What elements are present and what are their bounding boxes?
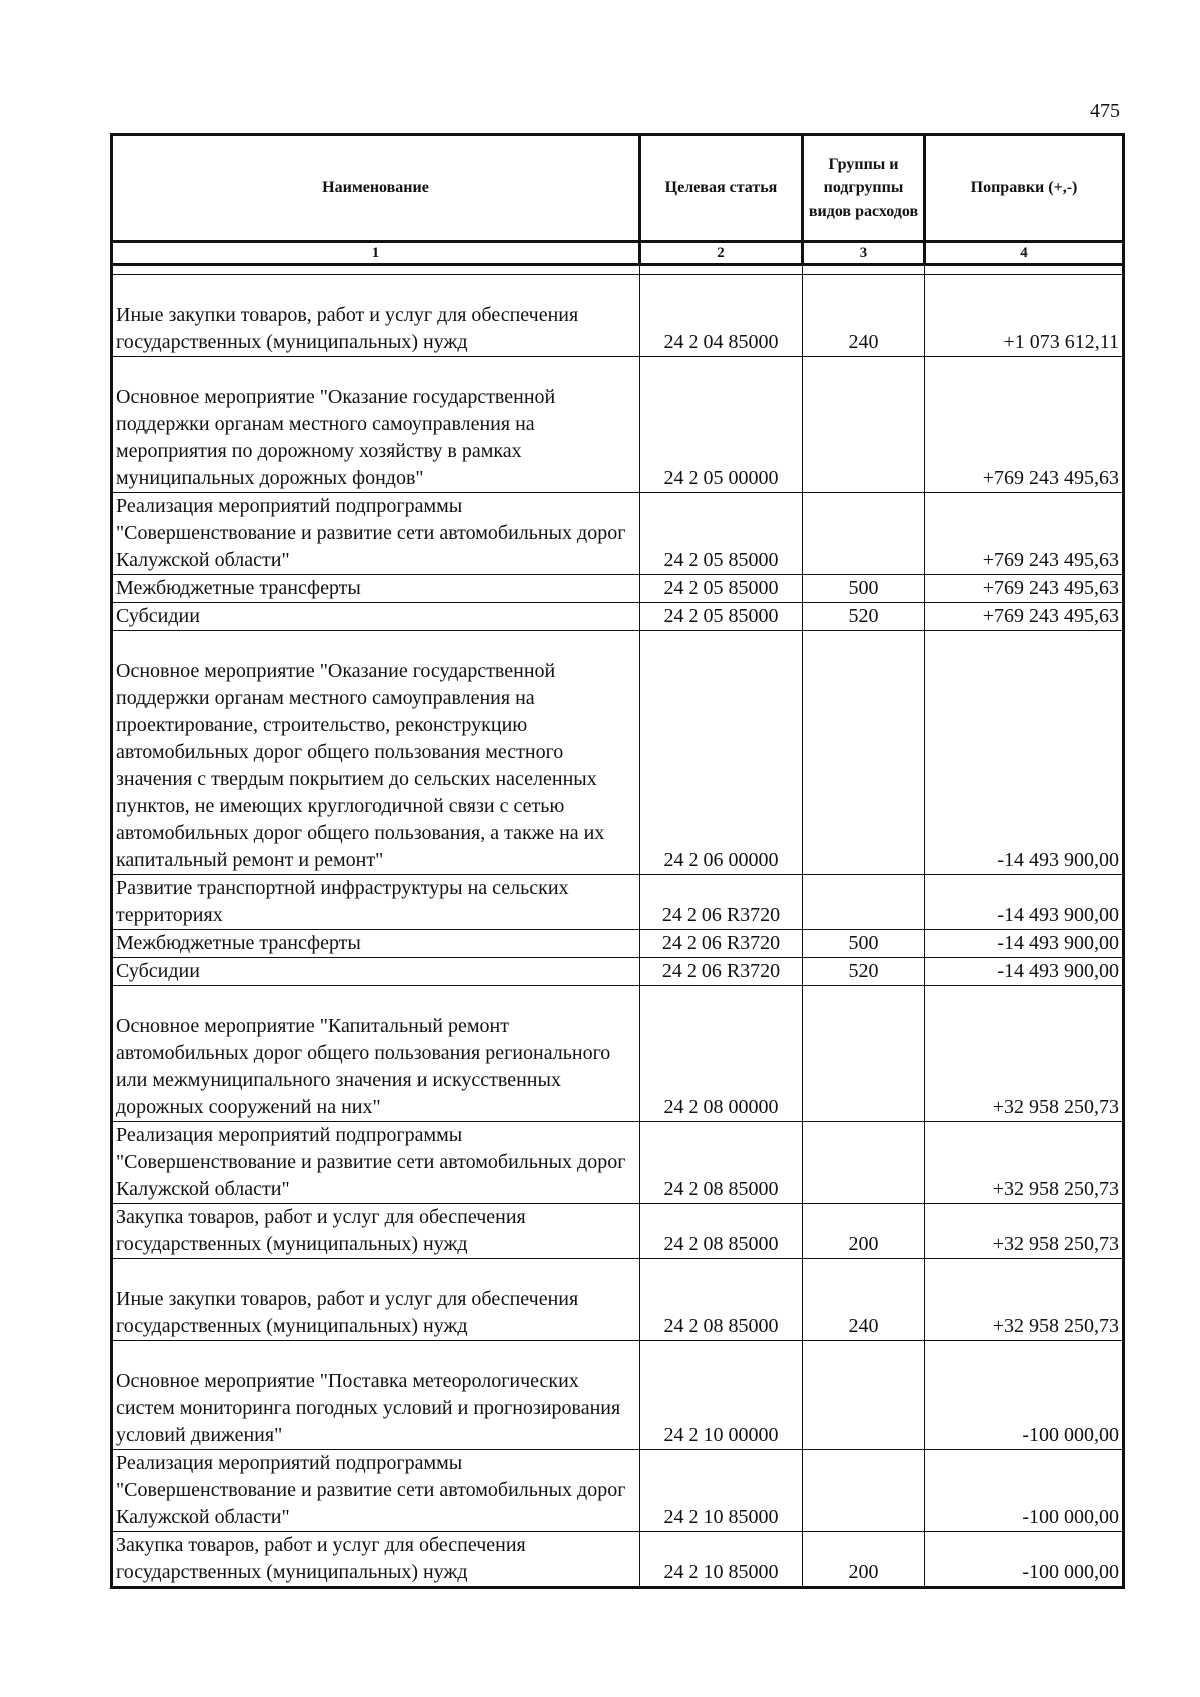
- row-expense-group: [803, 357, 925, 493]
- row-target-article: 24 2 08 85000: [640, 1122, 803, 1204]
- row-name: Основное мероприятие "Капитальный ремонт автомобильных дорог общего пользования регионального или межмуниципального значения и искусственных дорожных сооружений на них": [112, 986, 640, 1122]
- row-amendment-amount: +769 243 495,63: [925, 357, 1124, 493]
- row-amendment-amount: -100 000,00: [925, 1532, 1124, 1588]
- table-row: [112, 1341, 1124, 1450]
- row-target-article: 24 2 05 00000: [640, 357, 803, 493]
- row-name: Межбюджетные трансферты: [112, 575, 640, 603]
- row-amendment-amount: -100 000,00: [925, 1341, 1124, 1450]
- row-expense-group: [803, 493, 925, 575]
- row-amendment-amount: +32 958 250,73: [925, 1259, 1124, 1341]
- row-target-article: 24 2 05 85000: [640, 603, 803, 631]
- row-name: Субсидии: [112, 958, 640, 986]
- row-amendment-amount: +769 243 495,63: [925, 493, 1124, 575]
- table-row: [112, 1122, 1124, 1204]
- header-expense-groups: Группы и подгруппы видов расходов: [803, 135, 925, 242]
- row-amendment-amount: -100 000,00: [925, 1450, 1124, 1532]
- table-row: [112, 275, 1124, 357]
- row-amendment-amount: +769 243 495,63: [925, 575, 1124, 603]
- table-row: [112, 603, 1124, 631]
- row-target-article: 24 2 04 85000: [640, 275, 803, 357]
- row-name: Основное мероприятие "Оказание государственной поддержки органам местного самоуправления на проектирование, строительство, реконструкцию автомобильных дорог общего пользования местного значения с твердым покрытием до сельских населенных пунктов, не имеющих круглогодичной связи с сетью автомобильных дорог общего пользования, а также на их капитальный ремонт и ремонт": [112, 631, 640, 875]
- table-row: [112, 1204, 1124, 1259]
- row-target-article: 24 2 05 85000: [640, 493, 803, 575]
- table-row: [112, 357, 1124, 493]
- row-name: Развитие транспортной инфраструктуры на сельских территориях: [112, 875, 640, 930]
- table-row: [112, 958, 1124, 986]
- row-name: Основное мероприятие "Поставка метеорологических систем мониторинга погодных условий и прогнозирования условий движения": [112, 1341, 640, 1450]
- row-amendment-amount: +1 073 612,11: [925, 275, 1124, 357]
- row-amendment-amount: +32 958 250,73: [925, 1204, 1124, 1259]
- row-amendment-amount: +32 958 250,73: [925, 986, 1124, 1122]
- table-row: [112, 1259, 1124, 1341]
- header-name: Наименование: [112, 135, 640, 242]
- table-row: [112, 1450, 1124, 1532]
- column-number-row: [112, 242, 1124, 265]
- row-expense-group: [803, 1341, 925, 1450]
- row-amendment-amount: +32 958 250,73: [925, 1122, 1124, 1204]
- row-name: Реализация мероприятий подпрограммы "Совершенствование и развитие сети автомобильных дорог Калужской области": [112, 1450, 640, 1532]
- row-name: Реализация мероприятий подпрограммы "Совершенствование и развитие сети автомобильных дорог Калужской области": [112, 1122, 640, 1204]
- row-expense-group: 520: [803, 603, 925, 631]
- row-expense-group: [803, 1122, 925, 1204]
- row-expense-group: [803, 875, 925, 930]
- row-target-article: 24 2 08 00000: [640, 986, 803, 1122]
- row-expense-group: 500: [803, 575, 925, 603]
- row-amendment-amount: -14 493 900,00: [925, 875, 1124, 930]
- table-header: [112, 135, 1124, 265]
- table-row: [112, 575, 1124, 603]
- row-target-article: 24 2 10 85000: [640, 1450, 803, 1532]
- row-target-article: 24 2 10 00000: [640, 1341, 803, 1450]
- table-row: [112, 986, 1124, 1122]
- table-row: [112, 1532, 1124, 1588]
- row-amendment-amount: +769 243 495,63: [925, 603, 1124, 631]
- row-name: Закупка товаров, работ и услуг для обеспечения государственных (муниципальных) нужд: [112, 1204, 640, 1259]
- table-row: [112, 930, 1124, 958]
- row-target-article: 24 2 08 85000: [640, 1259, 803, 1341]
- header-amendments: Поправки (+,-): [925, 135, 1124, 242]
- row-expense-group: [803, 986, 925, 1122]
- row-name: Иные закупки товаров, работ и услуг для обеспечения государственных (муниципальных) нужд: [112, 1259, 640, 1341]
- table-row: [112, 493, 1124, 575]
- header-target-article: Целевая статья: [640, 135, 803, 242]
- header-row: [112, 135, 1124, 242]
- row-expense-group: 200: [803, 1532, 925, 1588]
- row-name: Межбюджетные трансферты: [112, 930, 640, 958]
- table-row: [112, 631, 1124, 875]
- row-target-article: 24 2 08 85000: [640, 1204, 803, 1259]
- row-name: Основное мероприятие "Оказание государственной поддержки органам местного самоуправления на мероприятия по дорожному хозяйству в рамках муниципальных дорожных фондов": [112, 357, 640, 493]
- column-number: 4: [925, 242, 1124, 265]
- row-expense-group: [803, 1450, 925, 1532]
- row-target-article: 24 2 05 85000: [640, 575, 803, 603]
- row-amendment-amount: -14 493 900,00: [925, 631, 1124, 875]
- column-number: 2: [640, 242, 803, 265]
- row-expense-group: [803, 631, 925, 875]
- row-expense-group: 240: [803, 1259, 925, 1341]
- row-amendment-amount: -14 493 900,00: [925, 930, 1124, 958]
- row-target-article: 24 2 06 R3720: [640, 958, 803, 986]
- row-target-article: 24 2 06 R3720: [640, 875, 803, 930]
- row-name: Реализация мероприятий подпрограммы "Совершенствование и развитие сети автомобильных дорог Калужской области": [112, 493, 640, 575]
- column-number: 3: [803, 242, 925, 265]
- row-expense-group: 200: [803, 1204, 925, 1259]
- table-row: [112, 875, 1124, 930]
- column-number: 1: [112, 242, 640, 265]
- row-expense-group: 500: [803, 930, 925, 958]
- row-expense-group: 240: [803, 275, 925, 357]
- budget-amendments-table: [110, 133, 1125, 1589]
- row-name: Закупка товаров, работ и услуг для обеспечения государственных (муниципальных) нужд: [112, 1532, 640, 1588]
- row-target-article: 24 2 06 R3720: [640, 930, 803, 958]
- row-amendment-amount: -14 493 900,00: [925, 958, 1124, 986]
- row-name: Иные закупки товаров, работ и услуг для обеспечения государственных (муниципальных) нужд: [112, 275, 640, 357]
- row-name: Субсидии: [112, 603, 640, 631]
- row-target-article: 24 2 10 85000: [640, 1532, 803, 1588]
- table-body: [112, 265, 1124, 1588]
- row-target-article: 24 2 06 00000: [640, 631, 803, 875]
- header-spacer-row: [112, 265, 1124, 275]
- page-number: 475: [1090, 100, 1120, 122]
- row-expense-group: 520: [803, 958, 925, 986]
